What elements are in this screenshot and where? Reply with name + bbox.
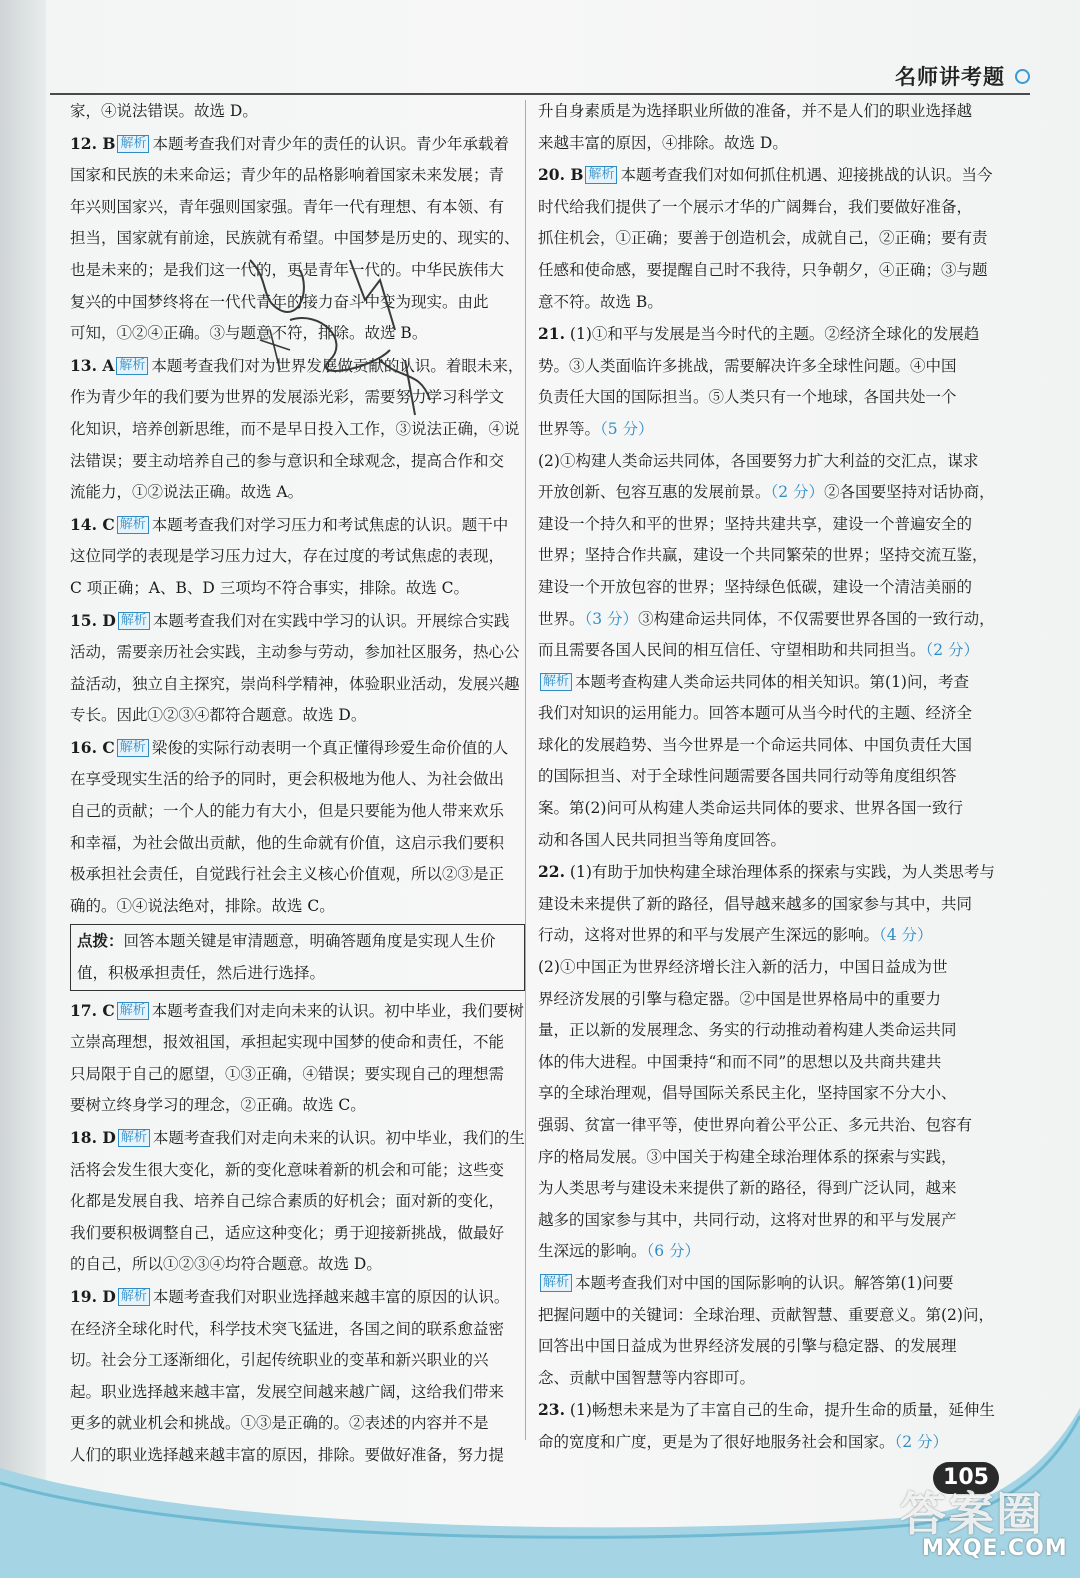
answer-16: 16. C 解析 梁俊的实际行动表明一个真正懂得珍爱生命价值的人 在享受现实生活的给予的同时，更会积极地为他人、为社会做出 自己的贡献；一个人的能力有大小，但是只要能为他人带来欢乐 和幸福，为社会做出贡献，他的生命就有价值，这启示我们要积 极承担社会责任，自觉践行社会主义核心价值观，所以②③是正 确的。①④说法绝对，排除。故选 C。: [70, 737, 509, 915]
analysis-tag: 解析: [116, 357, 148, 375]
analysis-tag: 解析: [117, 516, 149, 534]
analysis-tag: 解析: [540, 1274, 572, 1292]
score-label: （5 分）: [600, 419, 654, 438]
answer-number: 21.: [538, 324, 565, 344]
score-label: （6 分）: [646, 1242, 701, 1261]
right-column: [538, 96, 1016, 1459]
header-circle-icon: [1015, 69, 1030, 84]
page-header: [895, 56, 1030, 96]
analysis-tag: 解析: [117, 739, 149, 757]
answer-19-tail: 升自身素质是为选择职业所做的准备，并不是人们的职业选择越 来越丰富的原因，④排除。故选 D。: [538, 102, 973, 152]
score-label: （3 分）: [584, 609, 639, 628]
answer-22: 22. (1)有助于加快构建全球治理体系的探索与实践，为人类思考与 建设未来提供了新的路径，倡导越来越多的国家参与其中，共同 行动，这将对世界的和平与发展产生深远的影响。（4 分） (2)①中国正为世界经济增长注入新的活力，中国日益成为世 界经济发展的引擎与稳定器。②中国是世界格局中的重要力 量，正以新的发展理念、务实的行动推动着构建人类命运共同 体的伟大进程。中国秉持“和而不同”的思想以及共商共建共 享的全球治理观，倡导国际关系民主化，坚持国家不分大小、 强弱、贫富一律平等，使世界向着公平公正、多元共治、包容有 序的格局发展。③中国关于构建全球治理体系的探索与实践， 为人类思考与建设未来提供了新的路径，得到广泛认同，越来 越多的国家参与其中，共同行动，这将对世界的和平与发展产 生深远的影响。（6 分） 解析 本题考查我们对中国的国际影响的认识。解答第(1)问要 把握问题中的关键词：全球治理、贡献智慧、重要意义。第(2)问， 回答出中国日益成为世界经济发展的引擎与稳定器、的发展理 念、贡献中国智慧等内容即可。: [538, 862, 995, 1387]
answer-21: 21. (1)①和平与发展是当今时代的主题。②经济全球化的发展趋 势。③人类面临许多挑战，需要解决许多全球性问题。④中国 负责任大国的国际担当。⑤人类只有一个地球，各国共处一个 世界等。（5 分） (2)①构建人类命运共同体，各国要努力扩大利益的交汇点，谋求 开放创新、包容互惠的发展前景。（2 分）②各国要坚持对话协商， 建设一个持久和平的世界；坚持共建共享，建设一个普遍安全的 世界；坚持合作共赢，建设一个共同繁荣的世界；坚持交流互鉴， 建设一个开放包容的世界；坚持绿色低碳，建设一个清洁美丽的 世界。（3 分）③构建命运共同体，不仅需要世界各国的一致行动， 而且需要各国人民间的相互信任、守望相助和共同担当。（2 分） 解析 本题考查构建人类命运共同体的相关知识。第(1)问，考查 我们对知识的运用能力。回答本题可从当今时代的主题、经济全 球化的发展趋势、当今世界是一个命运共同体、中国负责任大国 的国际担当、对于全球性问题需要各国共同行动等角度组织答 案。第(2)问可从构建人类命运共同体的要求、世界各国一致行 动和各国人民共同担当等角度回答。: [538, 324, 995, 849]
analysis-tag: 解析: [540, 673, 572, 691]
answer-14: 14. C 解析 本题考查我们对学习压力和考试焦虑的认识。题干中 这位同学的表现是学习压力过大，存在过度的考试焦虑的表现， C 项正确；A、B、D 三项均不符合事实，排除。故选 C。: [70, 514, 509, 597]
watermark-text: 答案圈: [900, 1487, 1044, 1541]
score-label: （2 分）: [925, 641, 980, 660]
answer-number: 23.: [538, 1400, 565, 1420]
answer-number: 19. D: [70, 1286, 116, 1306]
answer-number: 17. C: [70, 1000, 115, 1020]
header-rule: [50, 93, 1030, 95]
score-label: （2 分）: [894, 1432, 949, 1451]
analysis-tag: 解析: [585, 166, 617, 184]
analysis-tag: 解析: [118, 1288, 150, 1306]
answer-11-tail: 家，④说法错误。故选 D。: [70, 102, 258, 120]
answer-13: 13. A 解析 本题考查我们对为世界发展做贡献的认识。着眼未来， 作为青少年的我们要为世界的发展添光彩，需要努力学习科学文 化知识，培养创新思维，而不是早日投入工作，③说法正确，④说 法错误；要主动培养自己的参与意识和全球观念，提高合作和交 流能力，①②说法正确。故选 A。: [70, 355, 524, 502]
answer-number: 16. C: [70, 737, 115, 757]
header-title: 名师讲考题: [895, 64, 1005, 89]
handwriting-scribble: [230, 240, 460, 430]
score-label: （4 分）: [879, 926, 933, 945]
answer-18: 18. D 解析 本题考查我们对走向未来的认识。初中毕业，我们的生 活将会发生很大变化，新的变化意味着新的机会和可能；这些变 化都是发展自我、培养自己综合素质的好机会；面对新的变化， 我们要积极调整自己，适应这种变化；勇于迎接新挑战，做最好 的自己，所以①②③④均符合题意。故选 D。: [70, 1128, 525, 1274]
answer-23: 23. (1)畅想未来是为了丰富自己的生命，提升生命的质量，延伸生 命的宽度和广度，更是为了很好地服务社会和国家。（2 分）: [538, 1400, 995, 1451]
answer-number: 20. B: [538, 165, 584, 185]
answer-number: 12. B: [70, 133, 116, 153]
analysis-tag: 解析: [118, 612, 150, 630]
answer-number: 15. D: [70, 610, 116, 630]
answer-12: 12. B 解析 本题考查我们对青少年的责任的认识。青少年承载着 国家和民族的未来命运；青少年的品格影响着国家未来发展；青 年兴则国家兴，青年强则国家强。青年一代有理想、有本领、有 担当，国家就有前途，民族就有希望。中国梦是历史的、现实的、 也是未来的；是我们这一代的，更是青年一代的。中华民族伟大 复兴的中国梦终将在一代代青年的接力奋斗中变为现实。由此 可知，①②④正确。③与题意不符，排除。故选 B。: [70, 133, 520, 343]
answer-number: 13. A: [70, 355, 115, 375]
answer-number: 22.: [538, 862, 565, 882]
analysis-tag: 解析: [117, 135, 149, 153]
analysis-tag: 解析: [118, 1129, 150, 1147]
page-binding-edge: [0, 0, 46, 1578]
tip-title: 点拨：: [77, 931, 124, 951]
answer-20: 20. B 解析 本题考查我们对如何抓住机遇、迎接挑战的认识。当今 时代给我们提供了一个展示才华的广阔舞台，我们要做好准备， 抓住机会，①正确；要善于创造机会，成就自己，②正确；要有责 任感和使命感，要提醒自己时不我待，只争朝夕，④正确；③与题 意不符。故选 B。: [538, 165, 993, 311]
answer-15: 15. D 解析 本题考查我们对在实践中学习的认识。开展综合实践 活动，需要亲历社会实践，主动参与劳动，参加社区服务，热心公 益活动，独立自主探究，崇尚科学精神，体验职业活动，发展兴趣 专长。因此①②③④都符合题意。故选 D。: [70, 610, 520, 725]
score-label: （2 分）: [770, 483, 825, 502]
analysis-tag: 解析: [117, 1002, 149, 1020]
answer-number: 14. C: [70, 514, 115, 534]
answer-17: 17. C 解析 本题考查我们对走向未来的认识。初中毕业，我们要树 立崇高理想，报效祖国，承担起实现中国梦的使命和责任，不能 只局限于自己的愿望，①③正确，④错误；要实现自己的理想需 要树立终身学习的理念，②正确。故选 C。: [70, 1000, 524, 1115]
tip-box: 点拨：回答本题关键是审清题意，明确答题角度是实现人生价 值，积极承担责任，然后进行选择。: [70, 924, 525, 990]
watermark-url: MXQE.COM: [922, 1536, 1068, 1561]
page-number: 105: [933, 1462, 999, 1494]
answer-number: 18. D: [70, 1128, 116, 1147]
answer-19: 19. D 解析 本题考查我们对职业选择越来越丰富的原因的认识。 在经济全球化时代，科学技术突飞猛进，各国之间的联系愈益密 切。社会分工逐渐细化，引起传统职业的变革和新兴职业的兴 起。职业选择越来越丰富，发展空间越来越广阔，这给我们带来 更多的就业机会和挑战。①③是正确的。②表述的内容并不是 人们的职业选择越来越丰富的原因，排除。要做好准备，努力提: [70, 1286, 510, 1464]
column-divider: [525, 100, 526, 1440]
